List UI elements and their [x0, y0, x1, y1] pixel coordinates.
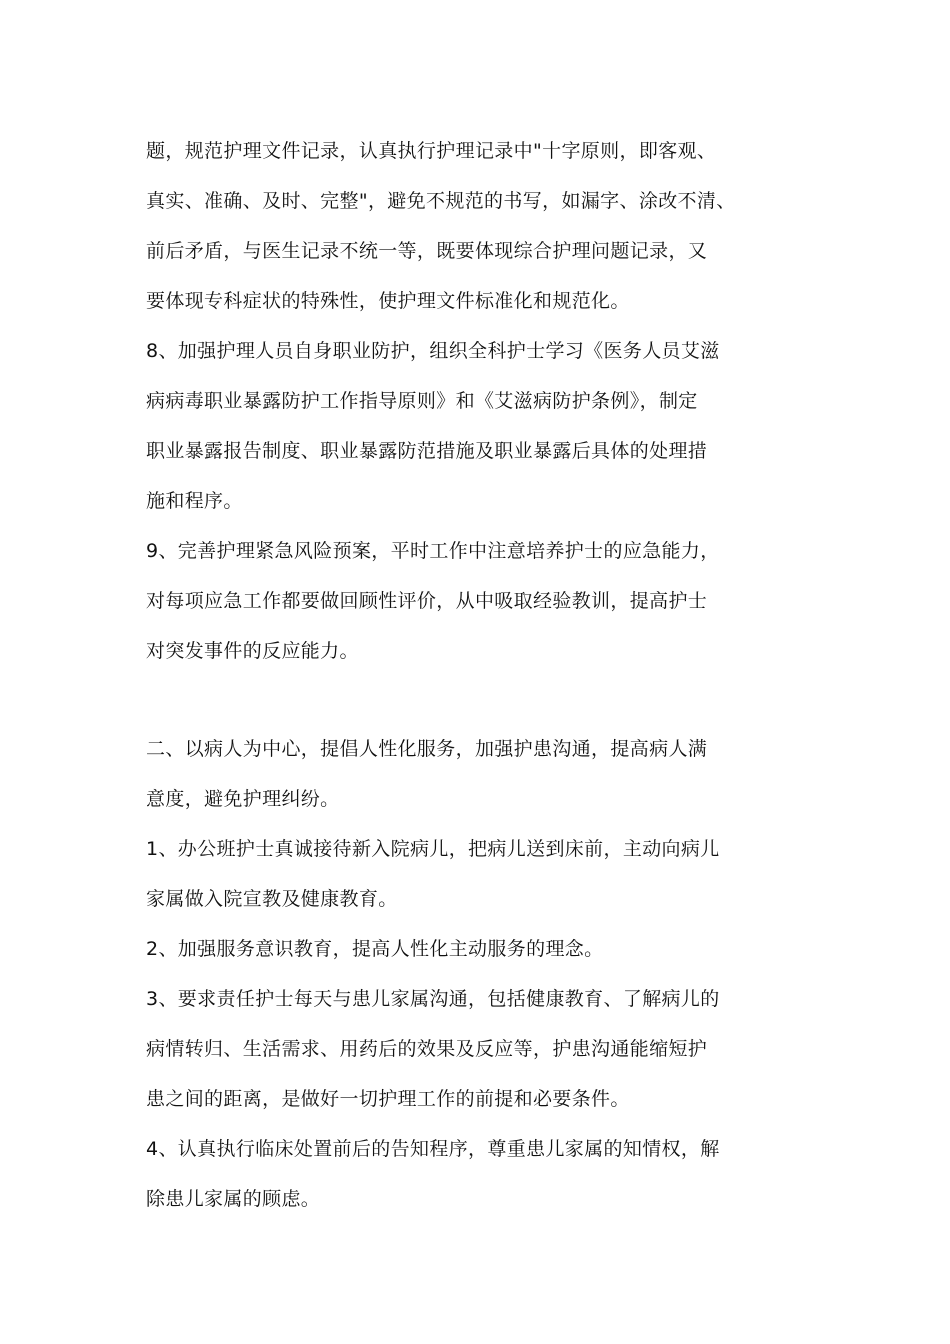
section-heading: 二、以病人为中心，提倡人性化服务，加强护患沟通，提高病人满 — [146, 738, 708, 760]
paragraph-line: 前后矛盾，与医生记录不统一等，既要体现综合护理问题记录，又 — [146, 240, 708, 262]
paragraph-line: 病病毒职业暴露防护工作指导原则》和《艾滋病防护条例》，制定 — [146, 390, 698, 412]
paragraph-line: 真实、准确、及时、完整"，避免不规范的书写，如漏字、涂改不清、 — [146, 190, 736, 212]
paragraph-line: 家属做入院宣教及健康教育。 — [146, 888, 398, 910]
paragraph-line: 对突发事件的反应能力。 — [146, 640, 359, 662]
paragraph-line: 患之间的距离，是做好一切护理工作的前提和必要条件。 — [146, 1088, 630, 1110]
item-2-line: 2、加强服务意识教育，提高人性化主动服务的理念。 — [146, 938, 604, 960]
paragraph-line: 除患儿家属的顾虑。 — [146, 1188, 321, 1210]
paragraph-line: 职业暴露报告制度、职业暴露防范措施及职业暴露后具体的处理措 — [146, 440, 708, 462]
paragraph-line: 施和程序。 — [146, 490, 243, 512]
section-heading: 意度，避免护理纠纷。 — [146, 788, 340, 810]
paragraph-line: 题，规范护理文件记录，认真执行护理记录中"十字原则，即客观、 — [146, 140, 717, 162]
paragraph-line: 要体现专科症状的特殊性，使护理文件标准化和规范化。 — [146, 290, 630, 312]
item-9-line: 9、完善护理紧急风险预案，平时工作中注意培养护士的应急能力， — [146, 540, 720, 562]
item-1-line: 1、办公班护士真诚接待新入院病儿，把病儿送到床前，主动向病儿 — [146, 838, 720, 860]
item-8-line: 8、加强护理人员自身职业防护，组织全科护士学习《医务人员艾滋 — [146, 340, 720, 362]
item-3-line: 3、要求责任护士每天与患儿家属沟通，包括健康教育、了解病儿的 — [146, 988, 720, 1010]
paragraph-line: 对每项应急工作都要做回顾性评价，从中吸取经验教训，提高护士 — [146, 590, 708, 612]
paragraph-line: 病情转归、生活需求、用药后的效果及反应等，护患沟通能缩短护 — [146, 1038, 708, 1060]
item-4-line: 4、认真执行临床处置前后的告知程序，尊重患儿家属的知情权，解 — [146, 1138, 720, 1160]
